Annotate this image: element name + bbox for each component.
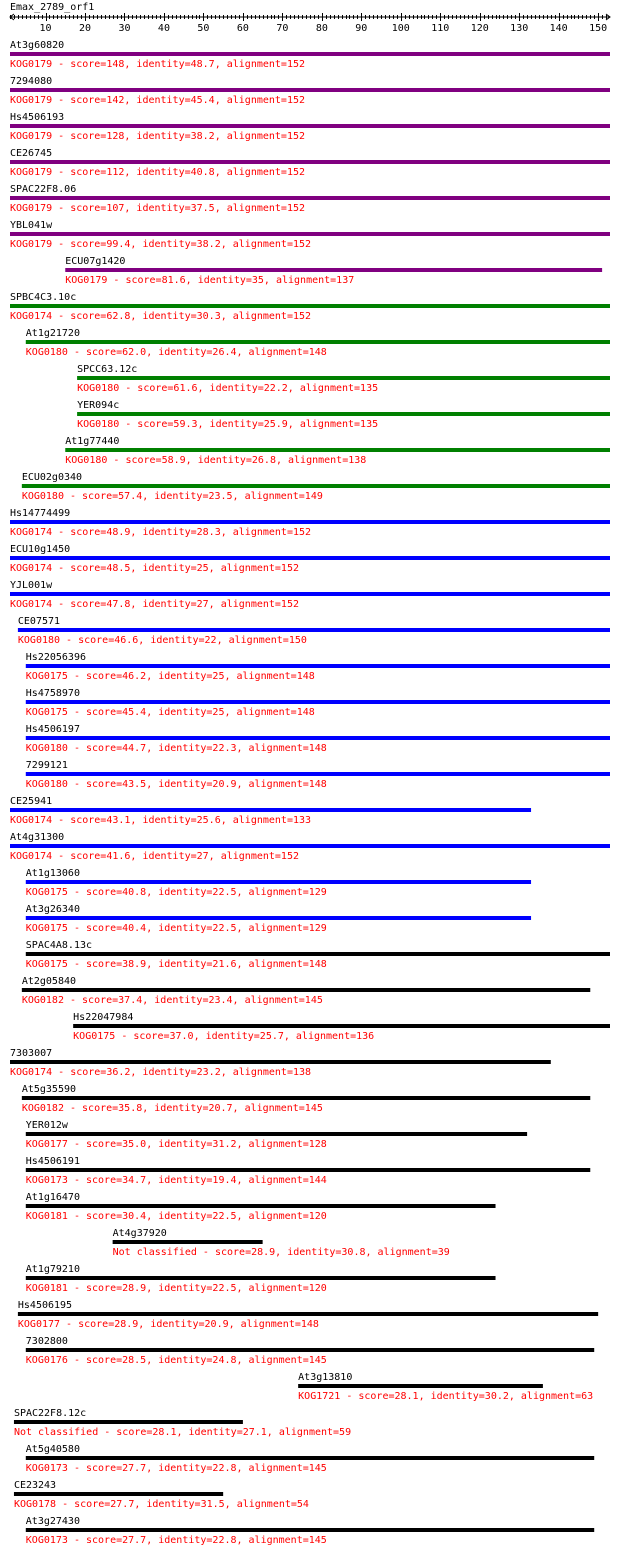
hit-description: KOG0174 - score=48.5, identity=25, alignment=152	[10, 563, 299, 574]
hit-row[interactable]	[18, 616, 610, 646]
hit-name[interactable]: 7302800	[25, 1336, 68, 1347]
hit-name[interactable]: SPAC22F8.06	[10, 184, 77, 195]
hit-description: KOG0180 - score=62.0, identity=26.4, alignment=148	[25, 347, 327, 358]
hit-description: KOG0179 - score=99.4, identity=38.2, alignment=152	[10, 239, 312, 250]
hit-description: KOG0180 - score=44.7, identity=22.3, alignment=148	[25, 743, 327, 754]
hit-name[interactable]: Hs4758970	[25, 688, 80, 699]
hit-name[interactable]: 7294080	[10, 76, 53, 87]
hit-row[interactable]	[10, 796, 531, 826]
hit-name[interactable]: At2g05840	[21, 976, 77, 987]
hit-name[interactable]: SPAC22F8.12c	[13, 1408, 87, 1419]
hit-name[interactable]: At3g60820	[10, 40, 65, 51]
hit-alignment-bar[interactable]	[10, 124, 610, 128]
hit-name[interactable]: At1g21720	[25, 328, 80, 339]
hit-row[interactable]	[14, 1408, 351, 1438]
hit-row[interactable]	[18, 1300, 598, 1330]
hit-row[interactable]	[10, 76, 610, 106]
hit-description: KOG0179 - score=112, identity=40.8, alignment=152	[10, 167, 306, 178]
hit-row[interactable]	[22, 1084, 590, 1114]
hit-alignment-bar[interactable]	[10, 160, 610, 164]
ruler-tick-label: 70	[276, 23, 289, 34]
hit-name[interactable]: At3g27430	[25, 1516, 80, 1527]
hit-row[interactable]	[77, 364, 610, 394]
hit-description: Not classified - score=28.1, identity=27.1, alignment=59	[13, 1427, 352, 1438]
hit-row[interactable]	[10, 40, 610, 70]
hit-row[interactable]	[26, 868, 531, 898]
hit-row[interactable]	[26, 904, 531, 934]
hit-row[interactable]	[10, 508, 610, 538]
ruler-tick-label: 100	[391, 23, 410, 34]
hit-alignment-bar[interactable]	[10, 232, 610, 236]
hit-row[interactable]	[77, 400, 610, 430]
hit-description: KOG0175 - score=40.4, identity=22.5, alignment=129	[25, 923, 327, 934]
hit-row[interactable]	[22, 472, 610, 502]
hit-alignment-bar[interactable]	[22, 484, 610, 488]
hit-alignment-bar[interactable]	[10, 52, 610, 56]
query-title: Emax_2789_orf1	[10, 2, 95, 13]
hit-alignment-bar[interactable]	[18, 628, 610, 632]
hit-row[interactable]	[26, 1264, 496, 1294]
hit-description: KOG1721 - score=28.1, identity=30.2, alignment=63	[298, 1391, 594, 1402]
hit-alignment-bar[interactable]	[26, 880, 531, 884]
hit-row[interactable]	[26, 1156, 590, 1186]
ruler-tick-label: 90	[355, 23, 368, 34]
hit-alignment-bar[interactable]	[26, 664, 610, 668]
hit-name[interactable]: At5g35590	[21, 1084, 77, 1095]
hit-row[interactable]	[26, 1192, 496, 1222]
hit-description: KOG0173 - score=27.7, identity=22.8, alignment=145	[25, 1463, 327, 1474]
hit-name[interactable]: At1g77440	[65, 436, 120, 447]
hit-alignment-bar[interactable]	[26, 1168, 590, 1172]
hit-alignment-bar[interactable]	[26, 916, 531, 920]
hit-description: KOG0180 - score=61.6, identity=22.2, alignment=135	[77, 383, 379, 394]
hit-name[interactable]: CE23243	[13, 1480, 57, 1491]
hit-alignment-bar[interactable]	[26, 1528, 594, 1532]
hit-description: KOG0178 - score=27.7, identity=31.5, alignment=54	[13, 1499, 309, 1510]
hit-row[interactable]	[10, 1048, 551, 1078]
hit-row[interactable]	[10, 292, 610, 322]
hit-alignment-bar[interactable]	[14, 1492, 223, 1496]
hit-alignment-bar[interactable]	[26, 1132, 527, 1136]
hit-description: KOG0182 - score=37.4, identity=23.4, alignment=145	[21, 995, 323, 1006]
hit-description: KOG0181 - score=30.4, identity=22.5, alignment=120	[25, 1211, 327, 1222]
hit-alignment-bar[interactable]	[10, 520, 610, 524]
ruler-tick-label: 40	[157, 23, 170, 34]
hit-description: KOG0180 - score=57.4, identity=23.5, alignment=149	[21, 491, 323, 502]
hit-alignment-bar[interactable]	[73, 1024, 610, 1028]
hit-row[interactable]	[26, 760, 610, 790]
hit-row[interactable]	[26, 328, 610, 358]
hit-description: Not classified - score=28.9, identity=30.8, alignment=39	[112, 1247, 450, 1258]
hit-description: KOG0181 - score=28.9, identity=22.5, alignment=120	[25, 1283, 327, 1294]
hit-row[interactable]	[26, 1516, 594, 1546]
hit-alignment-bar[interactable]	[10, 592, 610, 596]
hit-name[interactable]: YER094c	[77, 400, 120, 411]
hit-name[interactable]: At3g13810	[298, 1372, 353, 1383]
hit-description: KOG0180 - score=58.9, identity=26.8, alignment=138	[65, 455, 367, 466]
hit-description: KOG0177 - score=35.0, identity=31.2, alignment=128	[25, 1139, 327, 1150]
hit-row[interactable]	[10, 544, 610, 574]
hit-alignment-bar[interactable]	[22, 988, 590, 992]
hit-alignment-bar[interactable]	[77, 376, 610, 380]
hit-name[interactable]: At1g16470	[25, 1192, 80, 1203]
hit-alignment-bar[interactable]	[26, 340, 610, 344]
hit-row[interactable]	[26, 1120, 527, 1150]
hit-alignment-bar[interactable]	[10, 1060, 551, 1064]
hit-description: KOG0174 - score=41.6, identity=27, alignment=152	[10, 851, 299, 862]
hit-row[interactable]	[26, 652, 610, 682]
hit-description: KOG0174 - score=43.1, identity=25.6, alignment=133	[10, 815, 312, 826]
hit-row[interactable]	[10, 220, 610, 250]
hit-name[interactable]: ECU02g0340	[21, 472, 83, 483]
hit-name[interactable]: At1g13060	[25, 868, 80, 879]
hit-alignment-bar[interactable]	[26, 1276, 496, 1280]
hit-name[interactable]: YBL041w	[10, 220, 53, 231]
hit-alignment-bar[interactable]	[26, 700, 610, 704]
hit-description: KOG0174 - score=62.8, identity=30.3, alignment=152	[10, 311, 312, 322]
hit-alignment-bar[interactable]	[65, 448, 610, 452]
hit-description: KOG0175 - score=40.8, identity=22.5, alignment=129	[25, 887, 327, 898]
hit-name[interactable]: SPCC63.12c	[77, 364, 138, 375]
ruler-tick-label: 50	[197, 23, 210, 34]
hit-name[interactable]: YER012w	[25, 1120, 68, 1131]
hit-description: KOG0175 - score=38.9, identity=21.6, alignment=148	[25, 959, 327, 970]
hit-alignment-bar[interactable]	[113, 1240, 263, 1244]
hit-alignment-bar[interactable]	[26, 772, 610, 776]
hit-row[interactable]	[26, 1336, 594, 1366]
hit-row[interactable]	[10, 580, 610, 610]
hit-row[interactable]	[10, 112, 610, 142]
ruler-tick-label: 120	[470, 23, 489, 34]
hit-description: KOG0175 - score=45.4, identity=25, alignment=148	[25, 707, 315, 718]
hit-row[interactable]	[65, 256, 602, 286]
hit-alignment-bar[interactable]	[18, 1312, 598, 1316]
hit-name[interactable]: ECU07g1420	[65, 256, 126, 267]
hit-row[interactable]	[10, 184, 610, 214]
hit-description: KOG0180 - score=43.5, identity=20.9, alignment=148	[25, 779, 327, 790]
hit-name[interactable]: Hs22047984	[73, 1012, 134, 1023]
hit-row[interactable]	[26, 724, 610, 754]
hit-description: KOG0174 - score=47.8, identity=27, alignment=152	[10, 599, 299, 610]
hit-name[interactable]: At1g79210	[25, 1264, 80, 1275]
hit-description: KOG0174 - score=36.2, identity=23.2, alignment=138	[10, 1067, 312, 1078]
hit-alignment-bar[interactable]	[10, 808, 531, 812]
hit-name[interactable]: Hs14774499	[10, 508, 71, 519]
hit-row[interactable]	[10, 832, 610, 862]
hit-description: KOG0179 - score=81.6, identity=35, alignment=137	[65, 275, 355, 286]
hit-alignment-bar[interactable]	[26, 1456, 594, 1460]
hit-description: KOG0180 - score=46.6, identity=22, alignment=150	[17, 635, 307, 646]
hit-alignment-bar[interactable]	[298, 1384, 543, 1388]
hit-name[interactable]: At4g37920	[112, 1228, 167, 1239]
hit-alignment-bar[interactable]	[26, 1204, 496, 1208]
hit-alignment-bar[interactable]	[10, 196, 610, 200]
hit-name[interactable]: 7303007	[10, 1048, 53, 1059]
ruler-tick-label: 110	[431, 23, 450, 34]
ruler-tick-label: 30	[118, 23, 131, 34]
hit-row[interactable]	[10, 148, 610, 178]
hit-row[interactable]	[298, 1372, 593, 1402]
hit-row[interactable]	[113, 1228, 450, 1258]
hit-name[interactable]: YJL001w	[10, 580, 53, 591]
hit-alignment-bar[interactable]	[10, 844, 610, 848]
hit-row[interactable]	[26, 688, 610, 718]
hit-alignment-bar[interactable]	[26, 1348, 594, 1352]
hit-row[interactable]	[22, 976, 590, 1006]
ruler-tick-label: 140	[549, 23, 568, 34]
hit-name[interactable]: CE25941	[10, 796, 53, 807]
ruler-tick-label: 60	[236, 23, 249, 34]
ruler-tick-label: 20	[78, 23, 92, 34]
hit-alignment-bar[interactable]	[14, 1420, 243, 1424]
hit-name[interactable]: Hs4506191	[25, 1156, 80, 1167]
hit-alignment-bar[interactable]	[26, 952, 610, 956]
hit-row[interactable]	[65, 436, 610, 466]
ruler-tick-label: 130	[510, 23, 529, 34]
hit-name[interactable]: CE07571	[17, 616, 61, 627]
hit-description: KOG0176 - score=28.5, identity=24.8, alignment=145	[25, 1355, 327, 1366]
hit-description: KOG0179 - score=107, identity=37.5, alignment=152	[10, 203, 306, 214]
hit-row[interactable]	[14, 1480, 309, 1510]
hit-alignment-bar[interactable]	[10, 556, 610, 560]
hit-description: KOG0173 - score=34.7, identity=19.4, alignment=144	[25, 1175, 327, 1186]
hit-description: KOG0177 - score=28.9, identity=20.9, alignment=148	[17, 1319, 319, 1330]
hit-row[interactable]	[26, 940, 610, 970]
hit-description: KOG0175 - score=37.0, identity=25.7, alignment=136	[73, 1031, 375, 1042]
hit-name[interactable]: Hs4506193	[10, 112, 65, 123]
hit-list	[10, 40, 610, 1546]
hit-name[interactable]: Hs4506197	[25, 724, 80, 735]
hit-description: KOG0174 - score=48.9, identity=28.3, alignment=152	[10, 527, 312, 538]
hit-name[interactable]: At5g40580	[25, 1444, 80, 1455]
hit-description: KOG0173 - score=27.7, identity=22.8, alignment=145	[25, 1535, 327, 1546]
hit-row[interactable]	[26, 1444, 594, 1474]
ruler-tick-label: 10	[39, 23, 52, 34]
hit-description: KOG0179 - score=148, identity=48.7, alignment=152	[10, 59, 306, 70]
hit-name[interactable]: At4g31300	[10, 832, 65, 843]
hit-row[interactable]	[73, 1012, 610, 1042]
hit-name[interactable]: CE26745	[10, 148, 53, 159]
hit-alignment-bar[interactable]	[77, 412, 610, 416]
hit-name[interactable]: ECU10g1450	[10, 544, 71, 555]
hit-description: KOG0179 - score=128, identity=38.2, alignment=152	[10, 131, 306, 142]
hit-description: KOG0180 - score=59.3, identity=25.9, alignment=135	[77, 419, 379, 430]
hit-alignment-bar[interactable]	[22, 1096, 590, 1100]
hit-alignment-bar[interactable]	[10, 304, 610, 308]
hit-description: KOG0179 - score=142, identity=45.4, alignment=152	[10, 95, 306, 106]
ruler-tick-label: 150	[589, 23, 608, 34]
hit-name[interactable]: At3g26340	[25, 904, 80, 915]
hit-name[interactable]: SPAC4A8.13c	[25, 940, 93, 951]
hit-name[interactable]: Hs4506195	[17, 1300, 73, 1311]
hit-name[interactable]: 7299121	[25, 760, 68, 771]
ruler-tick-label: 80	[315, 23, 328, 34]
hit-description: KOG0182 - score=35.8, identity=20.7, alignment=145	[21, 1103, 323, 1114]
hit-name[interactable]: Hs22056396	[25, 652, 87, 663]
hit-alignment-bar[interactable]	[65, 268, 602, 272]
hit-name[interactable]: SPBC4C3.10c	[10, 292, 77, 303]
hit-alignment-bar[interactable]	[10, 88, 610, 92]
hit-description: KOG0175 - score=46.2, identity=25, alignment=148	[25, 671, 315, 682]
hit-alignment-bar[interactable]	[26, 736, 610, 740]
sequence-ruler	[10, 13, 610, 34]
